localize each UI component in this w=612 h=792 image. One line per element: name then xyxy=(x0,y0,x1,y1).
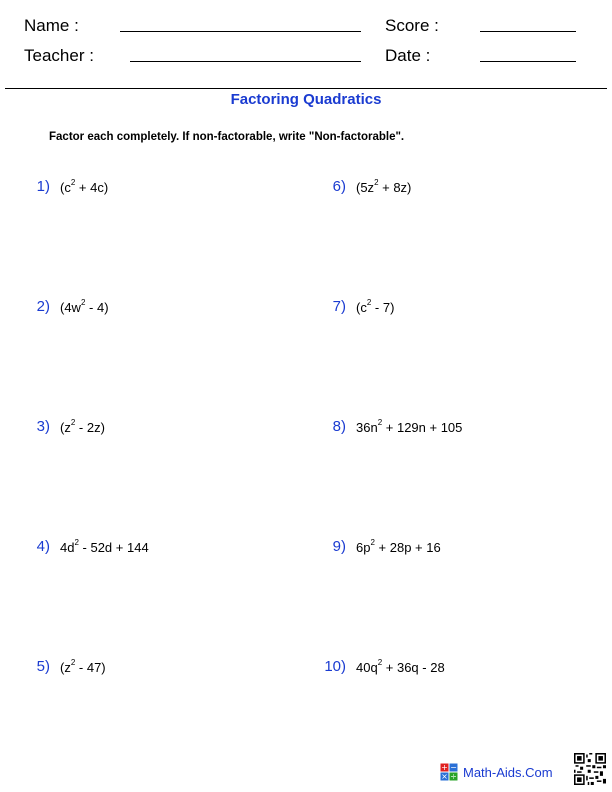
problem-item xyxy=(318,418,578,440)
svg-text:×: × xyxy=(441,772,448,781)
problem-expression: $(z^2 - 47)$ xyxy=(60,658,106,675)
problem-item xyxy=(22,538,282,560)
problem-expression: $(z^2 - 2z)$ xyxy=(60,418,105,435)
qr-code-icon xyxy=(574,753,606,785)
problem-item xyxy=(22,418,282,440)
problem-expression: $(5z^2 + 8z)$ xyxy=(356,178,412,195)
brand-link[interactable]: Math-Aids.Com xyxy=(463,764,553,780)
problem-number: 5) xyxy=(36,658,50,675)
problem-number: 6) xyxy=(332,178,346,195)
teacher-label: Teacher : xyxy=(24,46,94,65)
date-field-line[interactable] xyxy=(480,61,576,62)
problem-number: 4) xyxy=(36,538,50,555)
problem-item xyxy=(22,298,282,320)
problem-expression: $36n^2 + 129n + 105$ xyxy=(356,418,463,435)
problem-item xyxy=(318,538,578,560)
svg-text:−: − xyxy=(450,763,457,772)
problem-number: 1) xyxy=(36,178,50,195)
problem-number: 2) xyxy=(36,298,50,315)
problem-expression: $6p^2 + 28p + 16$ xyxy=(356,538,441,555)
svg-text:+: + xyxy=(441,763,448,772)
footer-brand xyxy=(440,762,553,782)
problem-expression: $(c^2 - 7)$ xyxy=(356,298,395,315)
problem-number: 10) xyxy=(324,658,346,675)
problem-number: 9) xyxy=(332,538,346,555)
problem-expression: $(c^2 + 4c)$ xyxy=(60,178,109,195)
problem-number: 3) xyxy=(36,418,50,435)
problem-item xyxy=(22,658,282,680)
problem-item xyxy=(318,178,578,200)
problem-expression: $4d^2 - 52d + 144$ xyxy=(60,538,149,555)
score-field-line[interactable] xyxy=(480,31,576,32)
score-label: Score : xyxy=(385,16,439,35)
problem-item xyxy=(318,658,578,680)
date-label: Date : xyxy=(385,46,431,65)
problem-number: 8) xyxy=(332,418,346,435)
worksheet-title: Factoring Quadratics xyxy=(230,91,382,108)
calculator-icon xyxy=(440,763,458,781)
problem-expression: $(4w^2 - 4)$ xyxy=(60,298,109,315)
problem-item xyxy=(22,178,282,200)
name-label: Name : xyxy=(24,16,79,35)
instructions: Factor each completely. If non-factorable, write "Non-factorable". xyxy=(49,131,405,143)
header-divider xyxy=(5,88,607,89)
problem-expression: $40q^2 + 36q - 28$ xyxy=(356,658,445,675)
svg-text:÷: ÷ xyxy=(450,772,457,781)
name-field-line[interactable] xyxy=(120,31,361,32)
problem-item xyxy=(318,298,578,320)
teacher-field-line[interactable] xyxy=(130,61,361,62)
problem-number: 7) xyxy=(332,298,346,315)
